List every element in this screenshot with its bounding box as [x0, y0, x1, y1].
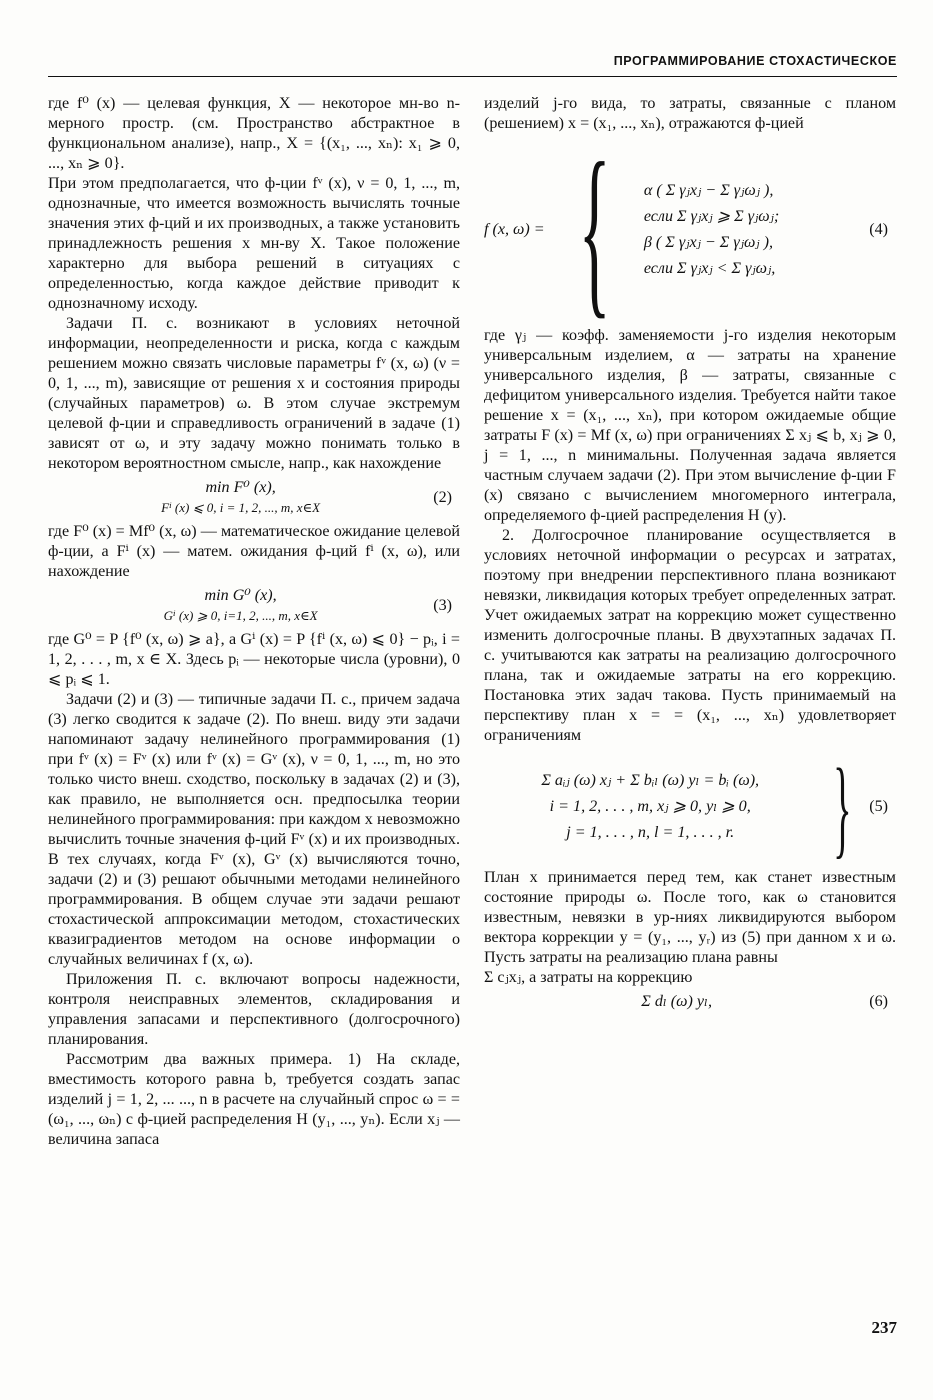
- page-number: 237: [871, 1318, 897, 1337]
- right-paragraph-4: План x принимается перед тем, как станет известным состояние природы ω. После того, как ω становится известным, невязки в ур-ниях ликвидируются выбором вектора коррекции y = (y₁, ..., yᵣ) из (5) при данном x и ω. Пусть затраты на реализацию плана равны: [484, 869, 896, 966]
- right-column: [484, 94, 896, 1016]
- left-column: [48, 94, 460, 1150]
- formula-2-main: min F⁰ (x),: [205, 479, 276, 496]
- formula-5-lines: [484, 765, 816, 849]
- left-paragraph-1: где f⁰ (x) — целевая функция, X — некоторое мн-во n-мерного простр. (см. Пространство абстрактное в функциональном анализе), напр., X = {(x₁, ..., xₙ): x₁ ⩾ 0, ..., xₙ ⩾ 0}.: [48, 95, 460, 172]
- right-paragraph-3: 2. Долгосрочное планирование осуществляется в условиях неточной информации о ресурсах и затратах, поэтому при внедрении перспективного плана возникают невязки, ликвидация которых требует определенных затрат. Учет ожидаемых затрат на коррекцию может существенно изменить долгосрочные планы. В двухэтапных задачах П. с. учитываются как затраты на реализацию долгосрочного плана, так и ожидаемые затраты на его коррекцию. Постановка этих задач такова. Пусть принимаемый на перспективу план x = = (x₁, ..., xₙ) удовлетворяет ограничениям: [484, 527, 896, 744]
- formula-2-number: (2): [433, 489, 452, 506]
- left-paragraph-2: При этом предполагается, что ф-ции fᵛ (x), ν = 0, 1, ..., m, однозначные, что имеется возможность вычислять точные значения этих ф-ций и их производных, а также установить принадлежность решения x мн-ву X. Такое положение характерно для выбора решений в ситуациях с определенностью, когда каждое действие приводит к однозначному исходу.: [48, 175, 460, 312]
- right-paragraph-2: где γⱼ — коэфф. заменяемости j-го изделия некоторым универсальным изделием, α — затраты на хранение универсального изделия, β — затраты, связанные с дефицитом универсального изделия. Требуется найти такое решение x = (x₁, ..., xₙ), при котором ожидаемые общие затраты F (x) = Mf (x, ω) при ограничениях Σ xⱼ ⩽ b, xⱼ ⩾ 0, j = 1, ..., n минимальны. Полученная задача является частным случаем задачи (2). При этом вычисление ф-ции F (x) связано с вычислением многомерного интеграла, определяемого ф-цией распределения H (y).: [484, 327, 896, 524]
- formula-4-case-2: если Σ γⱼxⱼ ⩾ Σ γⱼωⱼ;: [643, 208, 780, 225]
- formula-4-case-1: α ( Σ γⱼxⱼ − Σ γⱼωⱼ ),: [643, 182, 774, 199]
- formula-6: [484, 992, 896, 1012]
- left-paragraph-3: Задачи П. с. возникают в условиях неточной информации, неопределенности и риска, когда с каждым решением можно связать числовые параметры fᵛ (x, ω) (ν = 0, 1, ..., m), зависящие от решения x и состояния природы (случайных параметров) ω. В этом случае экстремум целевой ф-ции и справедливость ограничений в задаче (1) зависят от ω, и эту задачу можно понимать только в некотором вероятностном смысле, напр., как нахождение: [48, 315, 460, 472]
- formula-3: [48, 586, 460, 626]
- left-paragraph-5: где G⁰ = P {f⁰ (x, ω) ⩾ a}, а Gⁱ (x) = P {fⁱ (x, ω) ⩽ 0} − pᵢ, i = 1, 2, . . . , m, x ∈ X. Здесь pᵢ — некоторые числа (уровни), 0 ⩽ pᵢ ⩽ 1.: [48, 631, 460, 688]
- formula-4-lhs: f (x, ω) =: [484, 221, 545, 238]
- formula-5: [484, 746, 896, 868]
- formula-5-line-1: Σ aᵢⱼ (ω) xⱼ + Σ bᵢₗ (ω) yₗ = bᵢ (ω),: [541, 772, 760, 789]
- running-header-title: ПРОГРАММИРОВАНИЕ СТОХАСТИЧЕСКОЕ: [613, 54, 897, 68]
- formula-4-brace: {: [578, 125, 611, 335]
- left-paragraph-4: где F⁰ (x) = Mf⁰ (x, ω) — математическое ожидание целевой ф-ции, а Fⁱ (x) — матем. ожидания ф-ций fⁱ (x, ω), или нахождение: [48, 523, 460, 580]
- formula-5-line-3: j = 1, . . . , n, l = 1, . . . , r.: [566, 824, 735, 841]
- formula-4-case-3: β ( Σ γⱼxⱼ − Σ γⱼωⱼ ),: [643, 234, 773, 251]
- formula-4-case-4: если Σ γⱼxⱼ < Σ γⱼωⱼ,: [643, 260, 776, 277]
- formula-3-subscript: Gⁱ (x) ⩾ 0, i=1, 2, ..., m, x∈X: [163, 608, 318, 623]
- formula-4: [484, 125, 896, 335]
- formula-3-main: min G⁰ (x),: [204, 587, 277, 604]
- left-paragraph-6: Задачи (2) и (3) — типичные задачи П. с., причем задача (3) легко сводится к задаче (2). По внеш. виду эти задачи напоминают задачу нелинейного программирования (1) при fᵛ (x) = Fᵛ (x) или fᵛ (x) = Gᵛ (x), ν = 0, 1, ..., m, но это только чисто внеш. сходство, поскольку в задачах (2) и (3), как правило, не выполняется осн. предпосылка теории нелинейного программирования: при каждом x невозможно вычислить точные значения ф-ций Fᵛ (x) и их производных. В тех случаях, когда Fᵛ (x), Gᵛ (x) вычисляются точно, задачи (2) и (3) решают обычными методами нелинейного программирования. В общем случае эти задачи решают стохастической аппроксимации методом, стохастических квазиградиентов методом на основе информации о случайных величинах f (x, ω).: [48, 691, 460, 968]
- formula-5-brace: }: [833, 746, 853, 868]
- formula-4-cases: [644, 175, 869, 285]
- running-header: [48, 48, 897, 77]
- formula-2: [48, 478, 460, 518]
- formula-6-body: Σ dₗ (ω) yₗ,: [641, 993, 712, 1010]
- left-paragraph-8: Рассмотрим два важных примера. 1) На складе, вместимость которого равна b, требуется создать запас изделий j = 1, 2, ... ..., n в расчете на случайный спрос ω = = (ω₁, ..., ωₙ) с ф-цией распределения H (y₁, ..., yₙ). Если xⱼ — величина запаса: [48, 1051, 460, 1148]
- formula-2-subscript: Fⁱ (x) ⩽ 0, i = 1, 2, ..., m, x∈X: [161, 500, 321, 515]
- formula-6-number: (6): [869, 993, 888, 1010]
- right-paragraph-5: Σ cⱼxⱼ, а затраты на коррекцию: [484, 969, 693, 986]
- formula-5-number: (5): [869, 798, 888, 815]
- right-paragraph-1: изделий j-го вида, то затраты, связанные с планом (решением) x = (x₁, ..., xₙ), отражаются ф-цией: [484, 95, 896, 132]
- formula-4-number: (4): [869, 221, 888, 238]
- left-paragraph-7: Приложения П. с. включают вопросы надежности, контроля неисправных элементов, складирования и управления запасами и перспективного (долгосрочного) планирования.: [48, 971, 460, 1048]
- formula-3-number: (3): [433, 597, 452, 614]
- formula-5-line-2: i = 1, 2, . . . , m, xⱼ ⩾ 0, yₗ ⩾ 0,: [549, 798, 751, 815]
